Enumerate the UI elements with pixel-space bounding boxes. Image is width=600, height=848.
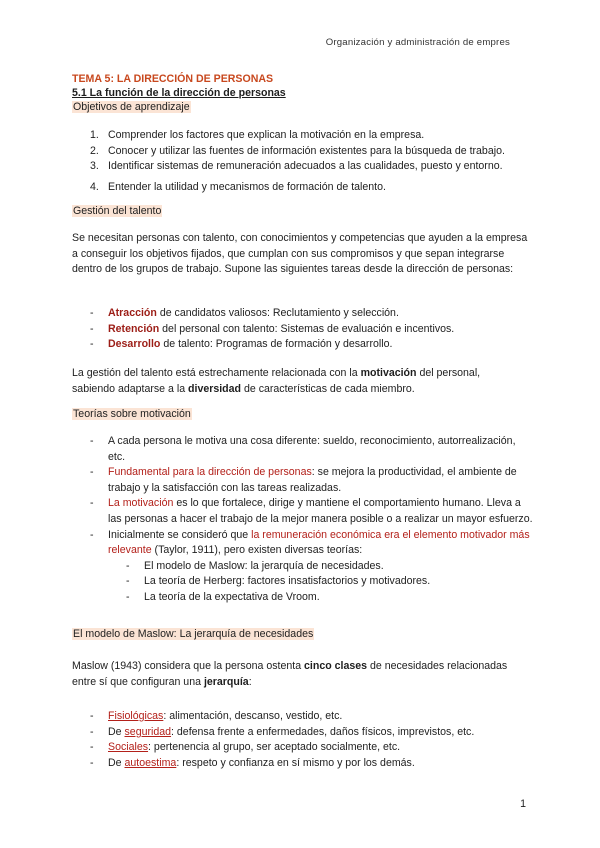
section-title: 5.1 La función de la dirección de personas [72,87,286,99]
list-item: - Fisiológicas: alimentación, descanso, vestido, etc. [90,710,343,722]
theories-heading: Teorías sobre motivación [73,408,191,420]
talent-tasks-list [72,306,542,353]
list-item: - De autoestima: respeto y confianza en sí mismo y por los demás. [90,756,415,769]
list-item: - Sociales: pertenencia al grupo, ser aceptado socialmente, etc. [90,741,401,754]
maslow-intro: Maslow (1943) considera que la persona ostenta cinco clases de necesidades relacionadas entre sí que configuran una jerarquía: [72,660,508,688]
list-item: - Desarrollo de talento: Programas de formación y desarrollo. [90,338,393,351]
talent-heading: Gestión del talento [73,205,162,217]
page-number: 1 [520,798,526,810]
list-item: - La motivación es lo que fortalece, dirige y mantiene el comportamiento humano. Lleva a las personas a hacer el trabajo de la mejor manera posible o a realizar un mayor esfuerzo. [90,497,533,525]
list-item: 1. Comprender los factores que explican la motivación en la empresa. [90,129,425,141]
page-header: Organización y administración de empres [325,37,510,48]
objectives-list [72,128,542,195]
maslow-heading: El modelo de Maslow: La jerarquía de necesidades [73,628,314,640]
talent-closing: La gestión del talento está estrechamente relacionada con la motivación del personal, sabiendo adaptarse a la diversidad de características de cada miembro. [72,367,481,395]
theories-sublist [126,559,534,606]
list-item: - La teoría de Herberg: factores insatisfactorios y motivadores. [126,575,431,588]
list-item: - La teoría de la expectativa de Vroom. [126,590,320,603]
list-item: - Retención del personal con talento: Sistemas de evaluación e incentivos. [90,322,455,335]
list-item: - Atracción de candidatos valiosos: Reclutamiento y selección. [90,307,399,319]
maslow-needs-list [72,709,542,771]
list-item: - Fundamental para la dirección de personas: se mejora la productividad, el ambiente de trabajo y la satisfacción con las tareas realizadas. [90,466,517,494]
theories-list [72,434,534,606]
talent-intro: Se necesitan personas con talento, con conocimientos y competencias que ayuden a la empresa a conseguir los objetivos fijados, que cumplan con sus compromisos y que sepan integrarse dentro de los grupos de trabajo. Supone las siguientes tareas desde la dirección de personas: [72,232,528,276]
list-item: 2. Conocer y utilizar las fuentes de información existentes para la búsqueda de trabajo. [90,144,505,157]
list-item: 3. Identificar sistemas de remuneración adecuados a las cualidades, puesto y entorno. [90,160,503,173]
list-item: 4. Entender la utilidad y mecanismos de formación de talento. [90,180,386,193]
chapter-title: TEMA 5: LA DIRECCIÓN DE PERSONAS [72,73,274,85]
objectives-heading: Objetivos de aprendizaje [73,101,190,113]
list-item: - De seguridad: defensa frente a enfermedades, daños físicos, imprevistos, etc. [90,725,475,738]
list-item: - Inicialmente se consideró que la remuneración económica era el elemento motivador más relevante (Taylor, 1911), pero existen diversas teorías: - El modelo de Maslow: la jerarquía de necesidades. - La teoría de Herberg: factores insatisfactorios y motivadores. - La teoría de la expectativa de Vroom. [72,528,534,606]
list-item: - El modelo de Maslow: la jerarquía de necesidades. [126,559,384,572]
list-item: - A cada persona le motiva una cosa diferente: sueldo, reconocimiento, autorrealización, etc. [90,435,516,463]
